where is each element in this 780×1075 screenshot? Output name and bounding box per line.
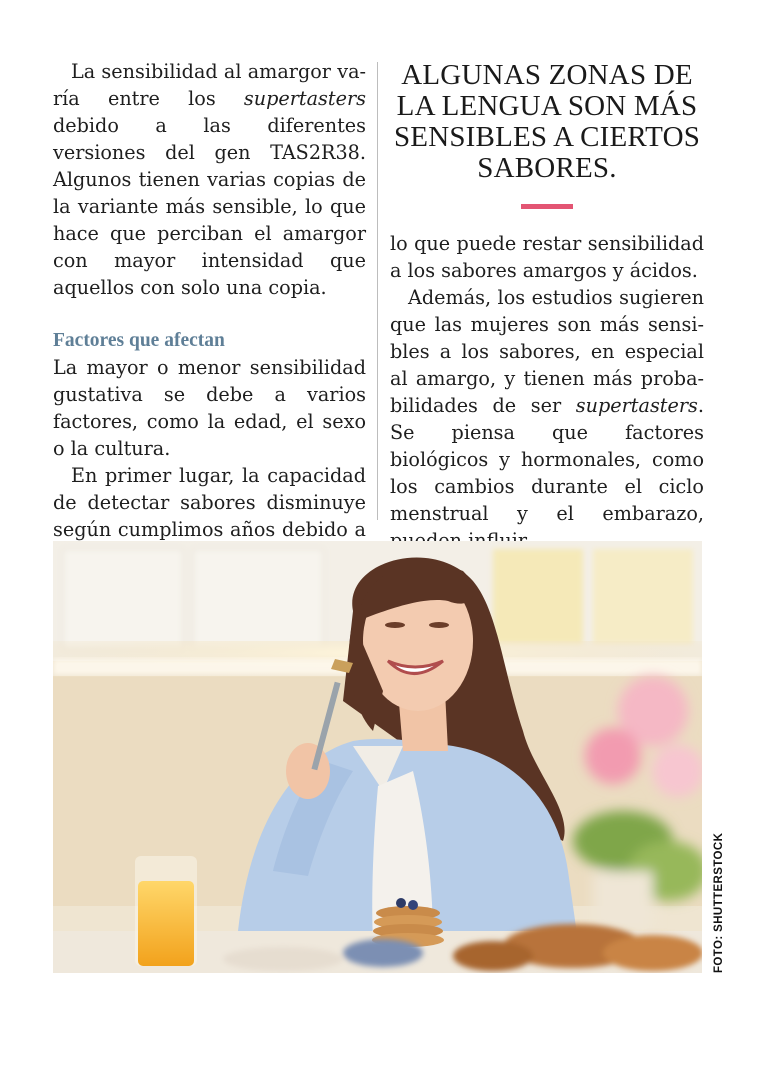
pull-quote-accent-rule: [521, 204, 573, 209]
orange-juice-glass: [135, 856, 197, 966]
paragraph-women: [390, 284, 704, 554]
right-column: [390, 58, 704, 554]
italic-term: supertasters: [243, 87, 366, 110]
text-run: La sensibilidad al amargor varía entre los: [53, 60, 366, 110]
subheading: Factores que afectan: [53, 330, 225, 351]
photo-woman-eating: [53, 541, 702, 973]
photo-illustration: [53, 541, 702, 973]
text-run: . Se piensa que factores biológicos y hormonales, como los cambios durante el ciclo menstrual y el embarazo,: [390, 394, 704, 525]
paragraph-factors: La mayor o menor sensibilidad gustativa se debe a varios factores, como la edad, el sexo o la cultura.: [53, 356, 366, 460]
photo-credit: FOTO: SHUTTERSTOCK: [713, 832, 725, 973]
paragraph-continuation: lo que puede restar sensibilidad a los sabores amargos y ácidos.: [390, 232, 704, 282]
paragraph-age: En primer lugar, la capacidad de detectar sabores disminuye según cumplimos años debido a: [53, 464, 366, 541]
text-run: debido a las diferentes versiones del gen TAS2R38. Algunos tienen varias copias de la variante más sensible, lo que hace que perciban el amargor con mayor intensidad que aquellos con solo una copia.: [53, 114, 366, 299]
column-divider: [377, 62, 378, 520]
italic-term: supertasters: [575, 394, 698, 417]
pull-quote: ALGUNAS ZONAS DE LA LENGUA SON MÁS SENSIBLES A CIERTOS SABORES.: [393, 59, 701, 184]
text-run: Además, los estudios sugieren que las mujeres son más sensibles a los sabores, en especial al amargo, y tienen más probabilidades de ser: [390, 286, 704, 417]
left-column: [53, 58, 366, 597]
paragraph-supertasters-gene: [53, 58, 366, 301]
